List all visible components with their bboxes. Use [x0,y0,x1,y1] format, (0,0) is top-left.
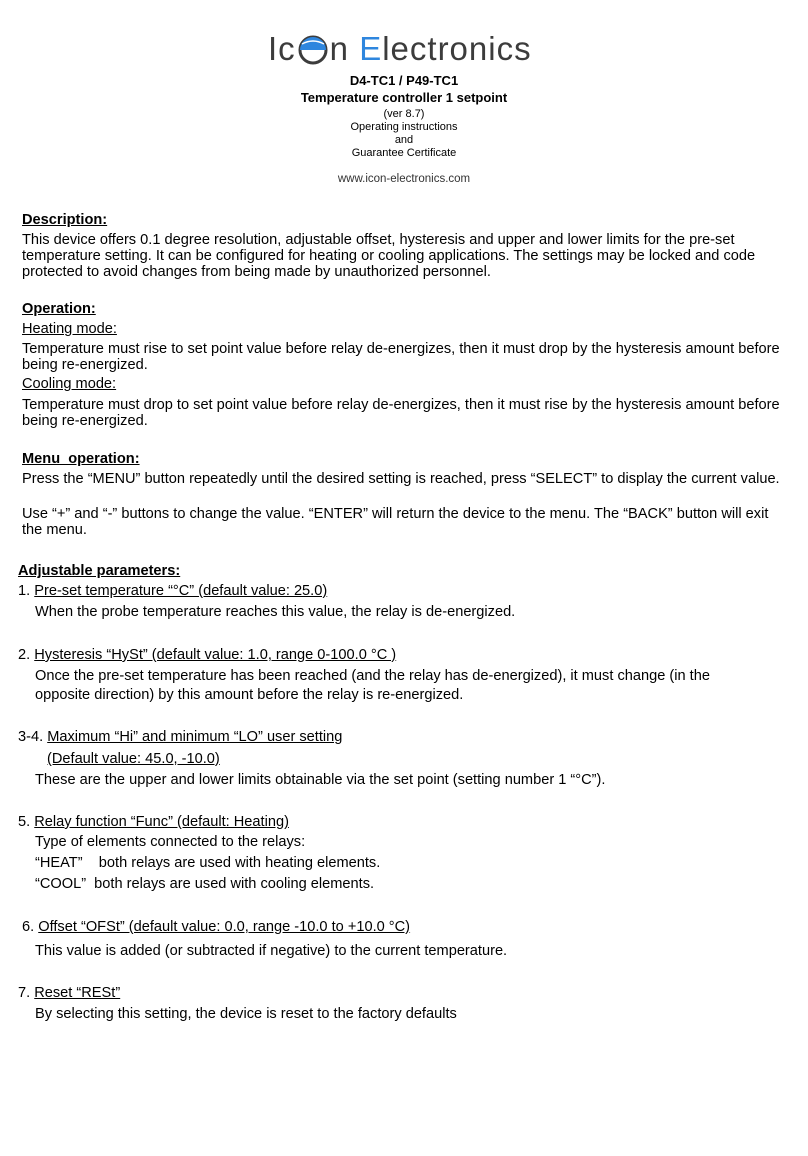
param-7-title [18,984,120,1003]
logo-text-lectronics: lectronics [382,30,532,67]
menu-operation-heading: Menu operation: [22,451,140,467]
logo-text-n: n [329,30,350,67]
document-title: Temperature controller 1 setpoint [300,90,508,105]
param-5-number: 5. [18,814,35,830]
description-heading: Description: [22,212,108,228]
param-1-number: 1. [18,583,35,599]
subtitle-and: and [394,134,414,146]
param-5-cool: “COOL” both relays are used with cooling elements. [35,876,375,892]
param-7-body: By selecting this setting, the device is reset to the factory defaults [35,1006,457,1022]
company-logo [268,30,558,70]
param-5-title [18,813,289,832]
param-7-title-text: Reset “RESt” [34,985,121,1001]
param-2-body-1: Once the pre-set temperature has been reached (and the relay has de-energized), it must change (in the [35,668,710,684]
logo-globe-icon [296,32,330,66]
logo-text-ic: Ic [268,30,296,67]
adjustable-parameters-heading: Adjustable parameters: [18,563,181,579]
subtitle-guarantee: Guarantee Certificate [351,147,457,159]
param-5-heat: “HEAT” both relays are used with heating elements. [35,855,381,871]
heating-mode-label: Heating mode: [22,321,117,337]
subtitle-operating: Operating instructions [350,121,458,133]
cooling-mode-body: Temperature must drop to set point value before relay de-energizes, then it must rise by the hysteresis amount before being re-energized. [22,397,780,429]
operation-heading: Operation: [22,301,96,317]
param-2-number: 2. [18,647,35,663]
param-3-title-text: Maximum “Hi” and minimum “LO” user setting [47,729,343,745]
param-2-title [18,646,396,665]
param-6-body: This value is added (or subtracted if negative) to the current temperature. [35,943,508,959]
param-3-default: (Default value: 45.0, -10.0) [47,751,220,767]
heating-mode-body: Temperature must rise to set point value before relay de-energizes, then it must drop by the hysteresis amount before being re-energized. [22,341,780,373]
param-6-title [22,918,410,937]
version: (ver 8.7) [383,108,425,120]
param-1-title-text: Pre-set temperature “°C” (default value: 25.0) [34,583,328,599]
menu-operation-body-2: Use “+” and “-” buttons to change the value. “ENTER” will return the device to the menu. The “BACK” button will exit the menu. [22,506,769,538]
param-2-body-2: opposite direction) by this amount before the relay is re-energized. [35,687,464,703]
model-number: D4-TC1 / P49-TC1 [349,73,459,88]
website-link[interactable]: www.icon-electronics.com [337,173,471,185]
param-7-number: 7. [18,985,35,1001]
param-1-body: When the probe temperature reaches this value, the relay is de-energized. [35,604,516,620]
logo-text-e: E [359,30,383,67]
param-3-body: These are the upper and lower limits obtainable via the set point (setting number 1 “°C”). [35,772,606,788]
param-3-title [18,728,342,747]
param-1-title [18,582,327,601]
param-6-number: 6. [22,919,39,935]
param-3-number: 3-4. [18,729,48,745]
param-6-title-text: Offset “OFSt” (default value: 0.0, range -10.0 to +10.0 °C) [38,919,411,935]
param-5-title-text: Relay function “Func” (default: Heating) [34,814,289,830]
menu-operation-body-1: Press the “MENU” button repeatedly until the desired setting is reached, press “SELECT” to display the current value. [22,471,780,487]
param-2-title-text: Hysteresis “HySt” (default value: 1.0, range 0-100.0 °C ) [34,647,397,663]
description-body: This device offers 0.1 degree resolution, adjustable offset, hysteresis and upper and lower limits for the pre-set temperature setting. It can be configured for heating or cooling applications. The settings may be locked and code protected to avoid changes from being made by unauthorized personnel. [22,232,756,280]
param-5-body: Type of elements connected to the relays: [35,834,306,850]
cooling-mode-label: Cooling mode: [22,376,117,392]
